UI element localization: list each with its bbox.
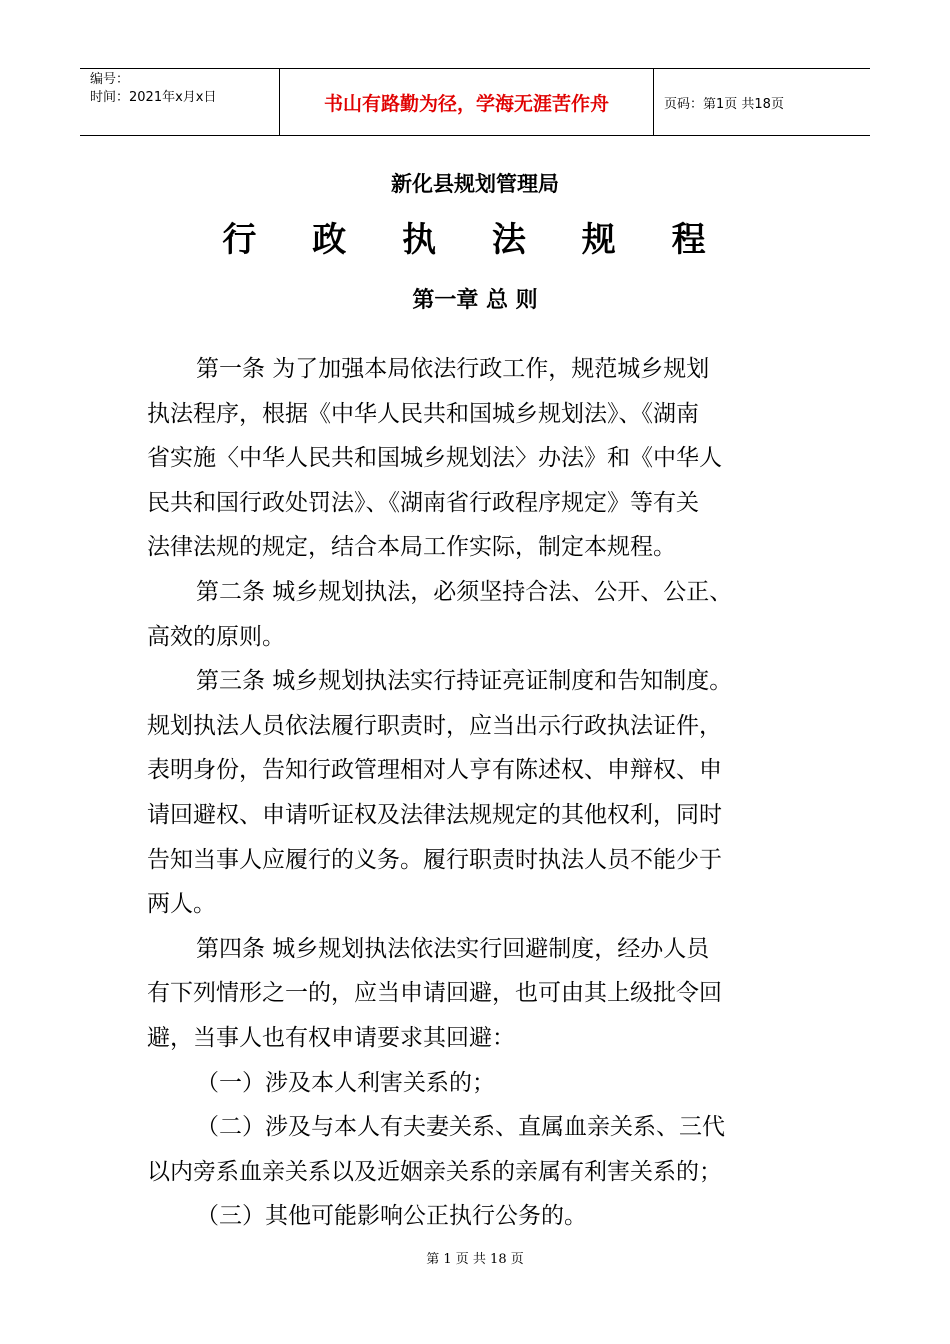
document-title: 行 政 执 法 规 程: [222, 220, 728, 260]
body-text: [147, 347, 807, 1239]
body-line: 高效的原则。: [147, 623, 285, 650]
body-line: 民共和国行政处罚法》、《湖南省行政程序规定》等有关: [147, 489, 699, 516]
body-line: （三）其他可能影响公正执行公务的。: [196, 1203, 587, 1230]
header-meta-cell: [80, 69, 280, 135]
body-line: 法律法规的规定，结合本局工作实际，制定本规程。: [147, 534, 676, 561]
body-line: 第二条 城乡规划执法，必须坚持合法、公开、公正、: [196, 578, 733, 605]
body-line: （二）涉及与本人有夫妻关系、直属血亲关系、三代: [196, 1114, 725, 1141]
body-line: 省实施〈中华人民共和国城乡规划法〉办法》和《中华人: [147, 445, 722, 472]
document-number-label: 编号：: [90, 72, 130, 87]
body-line: 避，当事人也有权申请要求其回避：: [147, 1024, 515, 1051]
chapter-heading: 第一章 总 则: [412, 287, 538, 313]
body-line: 告知当事人应履行的义务。履行职责时执法人员不能少于: [147, 846, 722, 873]
body-line: 有下列情形之一的，应当申请回避，也可由其上级批令回: [147, 980, 722, 1007]
body-line: （一）涉及本人利害关系的；: [196, 1069, 495, 1096]
body-line: 以内旁系血亲关系以及近姻亲关系的亲属有利害关系的；: [147, 1158, 722, 1185]
document-date-label: 时间：2021年x月x日: [90, 90, 217, 105]
body-line: 第三条 城乡规划执法实行持证亮证制度和告知制度。: [196, 668, 733, 695]
page-footer: 第 1 页 共 18 页: [426, 1252, 524, 1267]
body-line: 两人。: [147, 891, 216, 918]
organization-name: 新化县规划管理局: [391, 171, 559, 196]
page-header-table: [80, 68, 870, 136]
body-line: 第一条 为了加强本局依法行政工作，规范城乡规划: [196, 356, 710, 382]
body-line: 规划执法人员依法履行职责时，应当出示行政执法证件，: [147, 712, 722, 739]
body-line: 执法程序，根据《中华人民共和国城乡规划法》、《湖南: [147, 400, 699, 427]
header-motto: 书山有路勤为径，学海无涯苦作舟: [280, 69, 654, 135]
header-page-info: 页码：第1页 共18页: [664, 96, 784, 112]
body-line: 表明身份，告知行政管理相对人亨有陈述权、申辩权、申: [147, 757, 722, 784]
body-line: 第四条 城乡规划执法依法实行回避制度，经办人员: [196, 935, 710, 962]
body-line: 请回避权、申请听证权及法律法规规定的其他权利，同时: [147, 801, 722, 828]
